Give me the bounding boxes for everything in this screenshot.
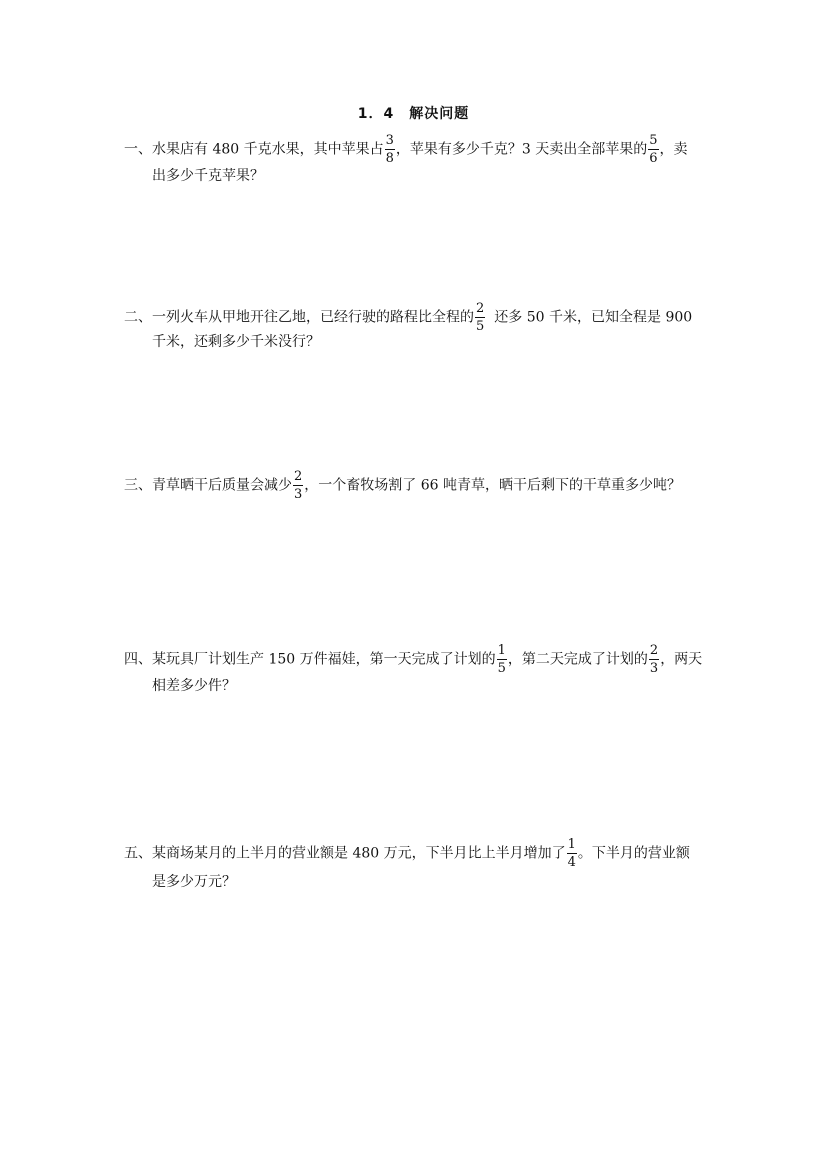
question-4-text-a: 某玩具厂计划生产 150 万件福娃，第一天完成了计划的: [152, 651, 496, 668]
fraction-numerator: 3: [385, 133, 394, 148]
question-1-line-1: [124, 134, 688, 165]
fraction-denominator: 3: [294, 487, 303, 502]
fraction-denominator: 5: [476, 319, 485, 334]
question-2-line-1: [124, 302, 692, 333]
question-3-text-b: ，一个畜牧场割了 66 吨青草，晒干后剩下的干草重多少吨？: [304, 477, 681, 494]
fraction-numerator: 5: [649, 133, 658, 148]
question-4-line-1: [124, 644, 702, 675]
question-5-line-1: [124, 838, 690, 869]
question-1-line-2: 出多少千克苹果？: [152, 168, 264, 184]
fraction-numerator: 2: [294, 469, 303, 484]
question-2-text-b: 还多 50 千米，已知全程是 900: [494, 309, 693, 326]
question-2-line-2: 千米，还剩多少千米没行？: [152, 334, 320, 350]
question-5-text-b: 。下半月的营业额: [577, 845, 690, 862]
fraction-numerator: 1: [497, 643, 506, 658]
question-4-number: 四、: [124, 651, 152, 668]
question-5-number: 五、: [124, 845, 152, 862]
fraction-denominator: 3: [649, 661, 659, 676]
question-3-fraction-1: [293, 470, 303, 501]
question-5-text-a: 某商场某月的上半月的营业额是 480 万元，下半月比上半月增加了: [152, 845, 566, 862]
question-1-fraction-1: [385, 134, 395, 165]
question-2-number: 二、: [124, 309, 152, 326]
question-1-number: 一、: [124, 141, 152, 158]
question-3-text-a: 青草晒干后质量会减少: [152, 477, 292, 494]
fraction-denominator: 6: [649, 151, 658, 166]
question-5-fraction-1: [567, 838, 577, 869]
question-4-fraction-1: [497, 644, 507, 675]
question-1-text-a: 水果店有 480 千克水果，其中苹果占: [152, 141, 384, 158]
page-title: 1．4 解决问题: [357, 106, 470, 122]
fraction-denominator: 8: [385, 151, 394, 166]
fraction-denominator: 5: [497, 661, 506, 676]
question-1-fraction-2: [648, 134, 658, 165]
question-4-line-2: 相差多少件？: [152, 678, 236, 694]
fraction-numerator: 1: [567, 837, 576, 852]
question-4-fraction-2: [649, 644, 659, 675]
question-4-text-c: ，两天: [660, 651, 703, 668]
question-3-line-1: [124, 470, 681, 501]
question-2-text-a: 一列火车从甲地开往乙地，已经行驶的路程比全程的: [152, 309, 474, 326]
question-2-fraction-1: [475, 302, 485, 333]
fraction-numerator: 2: [649, 643, 659, 658]
question-4-text-b: ，第二天完成了计划的: [507, 651, 648, 668]
question-1-text-c: ，卖: [659, 141, 688, 158]
fraction-numerator: 2: [476, 301, 485, 316]
question-1-text-b: ，苹果有多少千克？3 天卖出全部苹果的: [395, 141, 648, 158]
question-3-number: 三、: [124, 477, 152, 494]
question-5-line-2: 是多少万元？: [152, 874, 236, 890]
fraction-denominator: 4: [567, 855, 576, 870]
